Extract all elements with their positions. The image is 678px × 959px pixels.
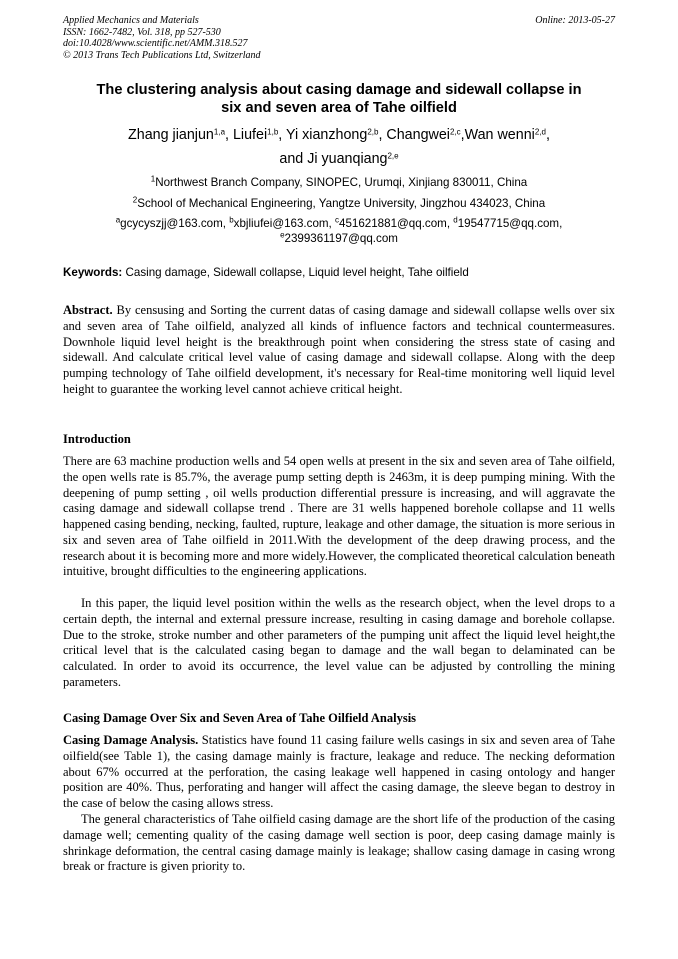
author-sup: 2,d bbox=[534, 127, 546, 137]
author-sup: 1,a bbox=[213, 127, 226, 137]
casing-damage-paragraph-1 bbox=[63, 733, 615, 812]
casing-damage-text: Statistics have found 11 casing failure wells casings in six and seven area of Tahe oilfield(see Table 1), the casing damage mainly is fracture, leakage and reduce. The necking deformation about 67% occurred at the perforation, the casing leakage well happened in casing ontology and hanger position are 40%. Thus, perforating and hanger will affect the casing damage, the sleeve began to destroy in the case of below the casing allows stress. bbox=[63, 733, 615, 810]
introduction-paragraph-1: There are 63 machine production wells and 54 open wells at present in the six and seven area of Tahe oilfield, the open wells rate is 85.7%, the average pump setting depth is 2463m, it is deep pumping mining. With the deepening of pump setting , oil wells production differential pressure is increasing, and will aggravate the casing damage and sidewall collapse trend . There are 31 wells happened borehole collapse and 11 wells happened casing bending, necking, faulted, rupture, leakage and other damage, the situation is more serious in six and seven area of Tahe oilfield in 2011.With the development of the deep drawing process, and the research about it is becoming more and more widely.However, the complicated theoretical calculation beneath intuitive, brought difficulties to the engineering applications. bbox=[63, 454, 615, 579]
abstract-text: By censusing and Sorting the current datas of casing damage and sidewall collapse wells over six and seven area of Tahe oilfield, analyzed all kinds of influence factors and technical countermeasures. Downhole liquid level height is the breakthrough point when considering the stress state of casing and sidewall. And calculate critical level value of casing damage and sidewall collapse. Along with the deep pumping technology of Tahe oilfield development, it's necessary for Real-time monitoring well liquid level height to guarantee the working level cannot achieve critical height. bbox=[63, 303, 615, 396]
email-sup: e bbox=[280, 230, 285, 240]
authors-line-2: and Ji yuanqiang$^{2,e}$ bbox=[279, 151, 399, 167]
email: gcycyszjj@163.com, bbox=[120, 217, 230, 230]
author-name: Wan wenni bbox=[464, 127, 535, 143]
email-sup: a bbox=[115, 215, 121, 225]
copyright-line: © 2013 Trans Tech Publications Ltd, Switzerland bbox=[63, 49, 261, 61]
emails-line-1 bbox=[63, 217, 615, 232]
abstract bbox=[63, 303, 615, 398]
affiliation-2 bbox=[63, 197, 615, 211]
email-sup: c bbox=[335, 215, 339, 225]
emails-line-2 bbox=[63, 232, 615, 247]
author-name: Yi xianzhong bbox=[285, 127, 368, 143]
email-sup: b bbox=[229, 215, 234, 225]
email-sup: d bbox=[453, 215, 458, 225]
introduction-paragraph-2: In this paper, the liquid level position within the wells as the research object, when the level drops to a certain depth, the internal and external pressure increase, resulting in casing damage and borehole collapse. Due to the stroke, stroke number and other parameters of the pumping unit affect the liquid level height,the critical level that is the calculated casing began to damage and the wall began to delaminated can be calculated. In order to avoid its occurrence, the level value can be adjusted by controlling the mining parameters. bbox=[63, 596, 615, 689]
author-name: Zhang jianjun bbox=[128, 127, 214, 143]
journal-header bbox=[63, 15, 615, 61]
affiliation-1 bbox=[63, 176, 615, 190]
title-line-1: The clustering analysis about casing damage and sidewall collapse in bbox=[96, 82, 582, 98]
abstract-label: Abstract. bbox=[63, 303, 113, 317]
author-sup: 1,b bbox=[267, 127, 279, 137]
journal-name: Applied Mechanics and Materials bbox=[63, 15, 199, 26]
author-sup: 2,b bbox=[367, 127, 379, 137]
subsection-label: Casing Damage Analysis. bbox=[63, 733, 199, 747]
paper-title bbox=[63, 81, 615, 117]
affiliation-text: School of Mechanical Engineering, Yangtze University, Jingzhou 434023, China bbox=[137, 197, 546, 210]
keywords bbox=[63, 266, 615, 280]
authors-line-1: Zhang jianjun$^{1,a}$, Liufei$^{1,b}$, Yi xianzhong$^{2,b}$, Changwei$^{2,c}$,Wan wenni$^{2,d}$, bbox=[128, 127, 550, 143]
affiliation-sup: 1 bbox=[150, 174, 156, 184]
title-line-2: six and seven area of Tahe oilfield bbox=[221, 100, 457, 116]
email-list bbox=[63, 217, 615, 246]
email: 451621881@qq.com, bbox=[339, 217, 454, 230]
issn-line: ISSN: 1662-7482, Vol. 318, pp 527-530 bbox=[63, 26, 221, 38]
affiliation-text: Northwest Branch Company, SINOPEC, Urumqi, Xinjiang 830011, China bbox=[155, 176, 528, 189]
author-sup: 2,e bbox=[387, 151, 399, 161]
email: 2399361197@qq.com bbox=[284, 231, 398, 245]
author-name: Liufei bbox=[232, 127, 268, 143]
author-list bbox=[63, 123, 615, 171]
author-name: Ji yuanqiang bbox=[307, 151, 388, 167]
email: xbjliufei@163.com, bbox=[233, 217, 335, 230]
doi-line: doi:10.4028/www.scientific.net/AMM.318.527 bbox=[63, 38, 248, 50]
keywords-text: Casing damage, Sidewall collapse, Liquid level height, Tahe oilfield bbox=[122, 266, 469, 279]
author-sup: 2,c bbox=[449, 127, 461, 137]
keywords-label: Keywords: bbox=[63, 266, 123, 279]
casing-damage-paragraph-2: The general characteristics of Tahe oilfield casing damage are the short life of the production of the casing damage well; cementing quality of the casing damage well section is poor, deep casing damage mainly is shrinkage deformation, the central casing damage mainly is leakage; shallow casing damage in casing wrong break or fracture is given priority to. bbox=[63, 812, 615, 874]
email: 19547715@qq.com, bbox=[457, 217, 563, 230]
affiliation-sup: 2 bbox=[132, 195, 138, 205]
section-heading-casing-damage: Casing Damage Over Six and Seven Area of Tahe Oilfield Analysis bbox=[63, 711, 417, 725]
introduction-heading: Introduction bbox=[63, 432, 131, 446]
online-date: Online: 2013-05-27 bbox=[535, 15, 615, 26]
author-name: Changwei bbox=[386, 127, 450, 143]
